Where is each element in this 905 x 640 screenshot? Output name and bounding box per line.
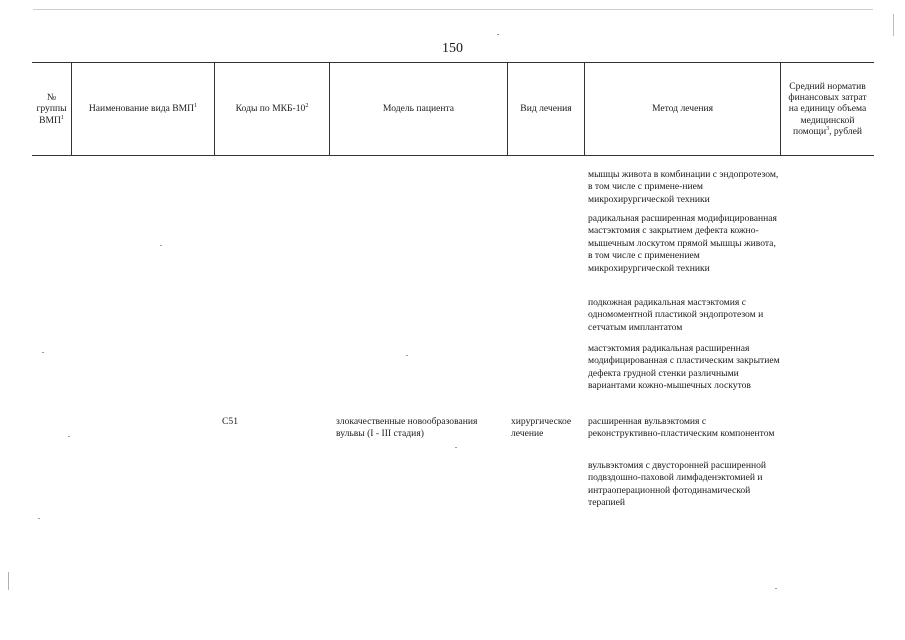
- header-vmp-name: Наименование вида ВМП$^1$: [72, 63, 215, 155]
- scan-speck: [68, 436, 70, 437]
- header-group-number: № группы ВМП$^1$: [32, 63, 72, 155]
- scan-speck: [455, 447, 457, 448]
- table-header: [32, 62, 874, 156]
- method-item: расширенная вульвэктомия с реконструктивно-пластическим компонентом: [588, 416, 775, 440]
- method-item: мышцы живота в комбинации с эндопротезом, в том числе с примене-нием микрохирургической техники: [588, 169, 779, 205]
- patient-model-c51: злокачественные новообразования вульвы (I - III стадия): [336, 416, 478, 440]
- scan-speck: [497, 34, 499, 35]
- scan-speck: [38, 518, 40, 519]
- icd-code-c51: C51: [222, 416, 238, 427]
- scan-speck: [42, 352, 44, 353]
- scan-speck: [160, 245, 162, 246]
- scan-speck: [406, 355, 408, 356]
- treatment-type-c51: хирургическое лечение: [511, 416, 572, 440]
- header-standard-cost: Средний норматив финансовых затрат на единицу объема медицинской помощи$^3$, рублей: [788, 80, 867, 137]
- scan-edge-mark: [893, 14, 894, 36]
- header-treatment-method: Метод лечения: [585, 63, 781, 155]
- scan-speck: [775, 588, 777, 589]
- method-item: вульвэктомия с двусторонней расширенной подвздошно-паховой лимфаденэктомией и интраоперационной фотодинамической терапией: [588, 460, 767, 509]
- header-patient-model: Модель пациента: [330, 63, 508, 155]
- page-number: 150: [442, 41, 463, 56]
- header-icd-codes: Коды по МКБ-$10^2$: [215, 63, 330, 155]
- header-treatment-type: Вид лечения: [508, 63, 585, 155]
- scan-edge-line: [33, 9, 873, 10]
- method-item: радикальная расширенная модифицированная мастэктомия с закрытием дефекта кожно-мышечным лоскутом прямой мышцы живота, в том числе с применением микрохирургической техники: [588, 213, 777, 274]
- method-item: подкожная радикальная мастэктомия с одномоментной пластикой эндопротезом и сетчатым имплантатом: [588, 297, 764, 333]
- scan-edge-mark: [8, 572, 9, 590]
- method-item: мастэктомия радикальная расширенная модифицированная с пластическим закрытием дефекта грудной стенки различными вариантами кожно-мышечных лоскутов: [588, 343, 780, 392]
